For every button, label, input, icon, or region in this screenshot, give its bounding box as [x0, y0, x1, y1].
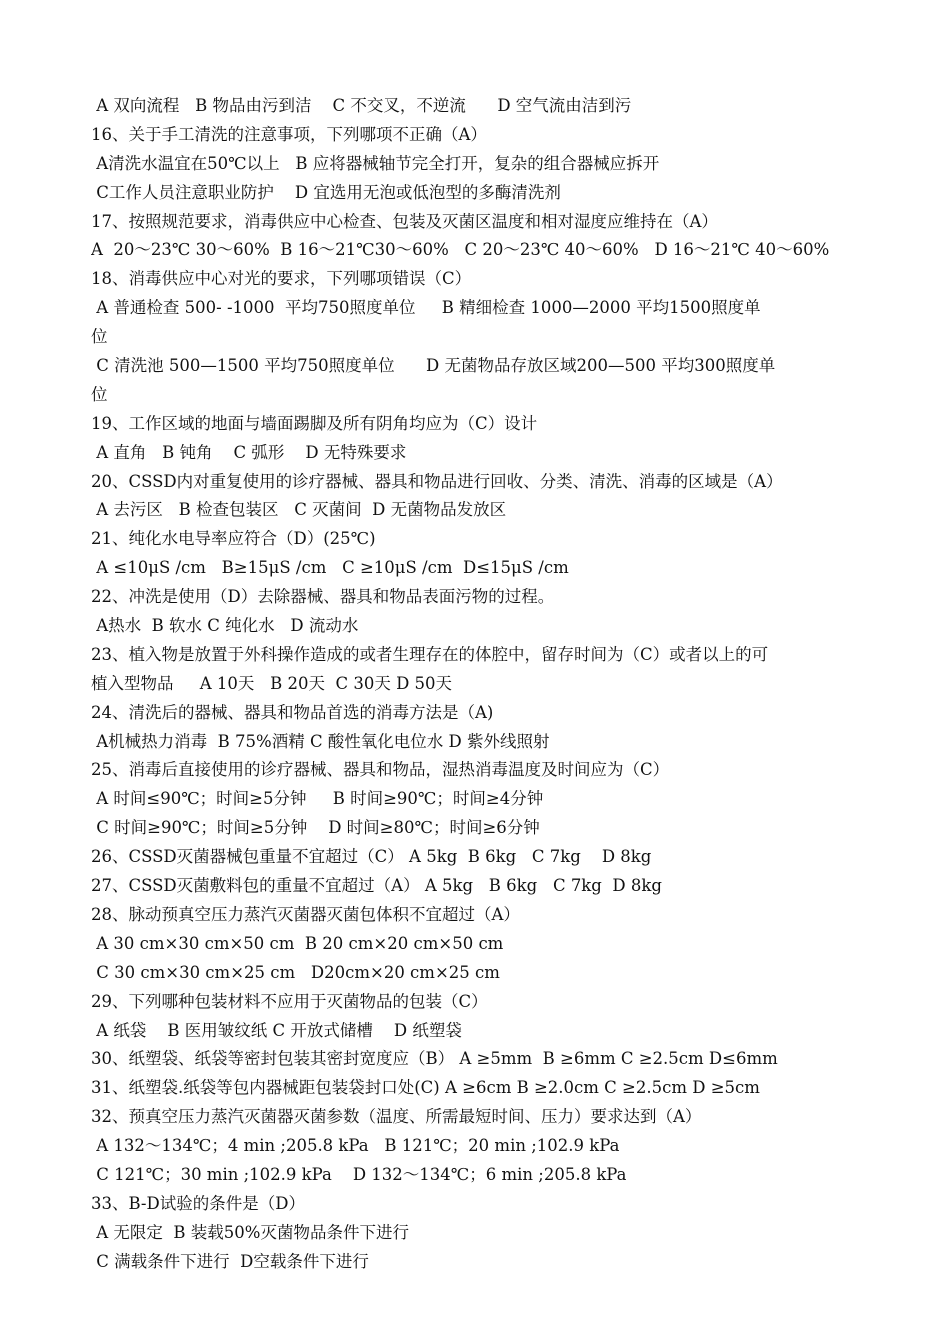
text-line: A机械热力消毒 B 75%酒精 C 酸性氧化电位水 D 紫外线照射: [91, 731, 550, 751]
text-line: 25、消毒后直接使用的诊疗器械、器具和物品，湿热消毒温度及时间应为（C）: [91, 760, 670, 780]
text-line: 22、冲洗是使用（D）去除器械、器具和物品表面污物的过程。: [91, 587, 555, 607]
text-line: 27、CSSD灭菌敷料包的重量不宜超过（A） A 5kg B 6kg C 7kg D 8kg: [91, 876, 662, 896]
text-line: A 纸袋 B 医用皱纹纸 C 开放式储槽 D 纸塑袋: [91, 1020, 462, 1040]
text-line: 18、消毒供应中心对光的要求，下列哪项错误（C）: [91, 269, 472, 289]
text-line: A 普通检查 500- -1000 平均750照度单位 B 精细检查 1000—2000 平均1500照度单: [91, 298, 761, 318]
text-line: A 132～134℃；4 min ;205.8 kPa B 121℃；20 min ;102.9 kPa: [91, 1136, 620, 1156]
text-line: 26、CSSD灭菌器械包重量不宜超过（C） A 5kg B 6kg C 7kg D 8kg: [91, 847, 652, 867]
text-line: A 无限定 B 装载50%灭菌物品条件下进行: [91, 1222, 409, 1242]
text-line: 17、按照规范要求，消毒供应中心检查、包装及灭菌区温度和相对湿度应维持在（A）: [91, 211, 718, 231]
text-line: 21、纯化水电导率应符合（D）(25℃): [91, 529, 376, 549]
text-line: A 双向流程 B 物品由污到洁 C 不交叉，不逆流 D 空气流由洁到污: [91, 96, 632, 115]
text-line: C工作人员注意职业防护 D 宜选用无泡或低泡型的多酶清洗剂: [91, 182, 561, 202]
text-line: C 清洗池 500—1500 平均750照度单位 D 无菌物品存放区域200—500 平均300照度单: [91, 356, 776, 376]
text-line: A清洗水温宜在50℃以上 B 应将器械轴节完全打开，复杂的组合器械应拆开: [91, 153, 660, 173]
text-line: A ≤10μS /cm B≥15μS /cm C ≥10μS /cm D≤15μS /cm: [91, 558, 569, 578]
text-line: 23、植入物是放置于外科操作造成的或者生理存在的体腔中，留存时间为（C）或者以上的可: [91, 644, 769, 664]
text-line: 30、纸塑袋、纸袋等密封包装其密封宽度应（B） A ≥5mm B ≥6mm C ≥2.5cm D≤6mm: [91, 1049, 778, 1069]
text-line: 24、清洗后的器械、器具和物品首选的消毒方法是（A): [91, 702, 494, 722]
text-line: A 20～23℃ 30～60% B 16～21℃30～60% C 20～23℃ 40～60% D 16～21℃ 40～60%: [91, 240, 830, 260]
text-line: A 直角 B 钝角 C 弧形 D 无特殊要求: [91, 442, 407, 462]
text-line: A 去污区 B 检查包装区 C 灭菌间 D 无菌物品发放区: [91, 500, 507, 520]
text-line: C 时间≥90℃；时间≥5分钟 D 时间≥80℃；时间≥6分钟: [91, 818, 540, 838]
text-line: A 30 cm×30 cm×50 cm B 20 cm×20 cm×50 cm: [91, 933, 504, 953]
text-line: 19、工作区域的地面与墙面踢脚及所有阴角均应为（C）设计: [91, 413, 538, 433]
text-line: C 满载条件下进行 D空载条件下进行: [91, 1251, 369, 1271]
text-line: 32、预真空压力蒸汽灭菌器灭菌参数（温度、所需最短时间、压力）要求达到（A）: [91, 1107, 702, 1127]
text-line: A热水 B 软水 C 纯化水 D 流动水: [91, 616, 359, 636]
text-line: A 时间≤90℃；时间≥5分钟 B 时间≥90℃；时间≥4分钟: [91, 789, 544, 809]
text-line: 位: [91, 327, 108, 347]
text-line: 29、下列哪种包装材料不应用于灭菌物品的包装（C）: [91, 991, 488, 1011]
document-body: [91, 92, 881, 1277]
text-line: 位: [91, 384, 108, 404]
text-line: C 30 cm×30 cm×25 cm D20cm×20 cm×25 cm: [91, 962, 500, 982]
text-line: 16、关于手工清洗的注意事项，下列哪项不正确（A）: [91, 124, 487, 144]
text-line: 33、B-D试验的条件是（D）: [91, 1193, 305, 1213]
text-line: 20、CSSD内对重复使用的诊疗器械、器具和物品进行回收、分类、清洗、消毒的区域是（A）: [91, 471, 783, 491]
text-line: C 121℃；30 min ;102.9 kPa D 132～134℃；6 min ;205.8 kPa: [91, 1164, 627, 1184]
text-line: 31、纸塑袋.纸袋等包内器械距包装袋封口处(C) A ≥6cm B ≥2.0cm C ≥2.5cm D ≥5cm: [91, 1078, 760, 1098]
text-line: 植入型物品 A 10天 B 20天 C 30天 D 50天: [91, 673, 453, 693]
text-line: 28、脉动预真空压力蒸汽灭菌器灭菌包体积不宜超过（A）: [91, 904, 520, 924]
